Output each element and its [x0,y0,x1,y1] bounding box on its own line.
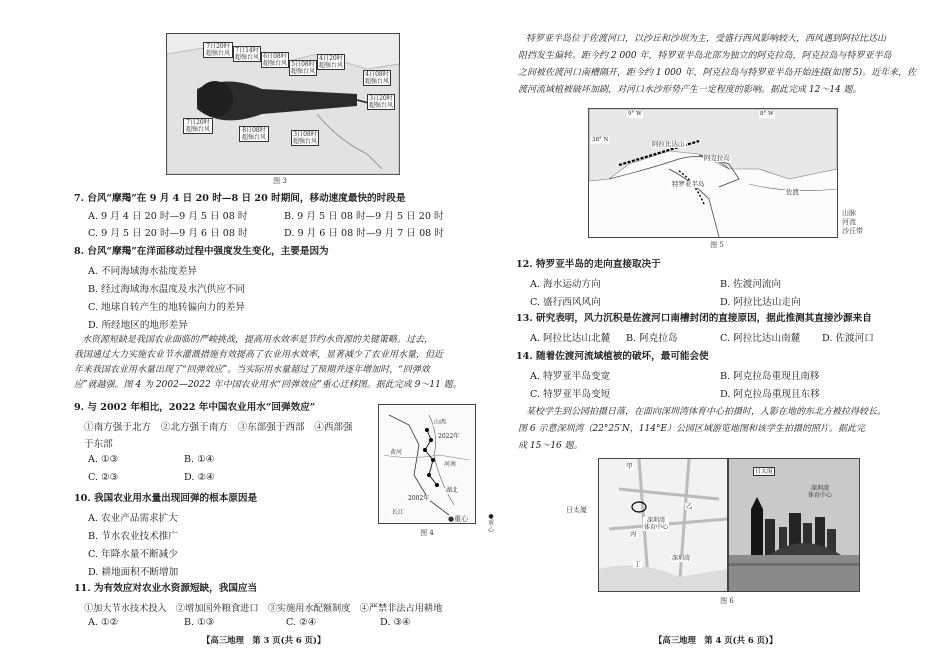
fig6-map-label: 丁 [634,560,641,568]
q11-option-c[interactable]: C. ②④ [286,617,317,628]
fig5-label: 特罗亚半岛 [672,180,705,188]
fig4-label: 河南 [444,461,457,468]
q14-option-a[interactable]: A. 特罗亚半岛变宽 [530,371,611,382]
right-passage-line-4: 渡河流域植被破坏加剧，对河口水沙形势产生一定程度的影响。据此完成 12～14 题。 [518,85,862,95]
fig6-left-label: 日太厦 [566,506,587,514]
fig4-label: 黄河 [390,449,403,456]
figure-5-legend-1: 山脉 [842,209,856,217]
q8-option-b[interactable]: B. 经过海域海水温度及水汽供应不同 [88,284,246,295]
troia-map [589,109,837,237]
typhoon-label: 7日20时 超强台风 [203,42,233,58]
q7-option-d[interactable]: D. 9 月 6 日 08 时—9 月 7 日 08 时 [284,228,444,239]
figure-6-photo [728,458,860,592]
footer-right: 【高三地理 第 4 页(共 6 页)】 [654,635,778,645]
typhoon-label: 4日08时 超强台风 [365,71,390,85]
passage-line-1: 水资源短缺是我国农业面临的严峻挑战，提高用水效率是节约水资源的关键策略。过去， [82,335,434,345]
question-7-stem: 7. 台风“摩羯”在 9 月 4 日 20 时—8 日 20 时期间，移动速度最快的时段是 [74,193,406,204]
right-passage-line-1: 特罗亚半岛位于佐渡河口，以沙丘和沙坝为主，受盛行西风影响较大，西风遇到阿拉比达山 [526,34,887,44]
question-14-stem: 14. 随着佐渡河流域植被的破坏，最可能会使 [516,351,709,362]
q10-option-c[interactable]: C. 年降水量不断减少 [88,549,178,560]
typhoon-label: 7日14时 超强台风 [235,47,260,61]
q9-option-b[interactable]: B. ①④ [184,454,215,465]
right-passage2-line-2: 图 6 示意深圳湾（22°25′N，114°E）公园区域游览地图和该学生拍摄的照片。据此完 [518,424,866,434]
q14-option-b[interactable]: B. 阿克拉岛重现且南移 [720,371,820,382]
fig6-photo-label: 深圳湾 体育中心 [808,485,833,499]
fig6-photo-label: 日太厦 [755,468,774,475]
figure-3-caption: 图 3 [273,177,287,185]
q10-option-b[interactable]: B. 节水农业技术推广 [88,531,178,542]
q9-option-c[interactable]: C. ②③ [88,472,119,483]
china-map [379,405,475,523]
right-passage2-line-3: 成 15～16 题。 [518,441,583,451]
q11-statements: ①加大节水技术投入 ②增加国外粮食进口 ③实施用水配额制度 ④严禁非法占用耕地 [84,603,443,614]
typhoon-label: 7日20时 超强台风 [183,118,213,134]
fig5-label: 9° W [628,111,642,117]
q12-option-c[interactable]: C. 盛行西风风向 [530,297,601,308]
q11-option-b[interactable]: B. ①③ [184,617,215,628]
q7-option-a[interactable]: A. 9 月 4 日 20 时—9 月 5 日 08 时 [88,211,248,222]
question-8-stem: 8. 台风“摩羯”在洋面移动过程中强度发生变化，主要是因为 [74,246,329,257]
fig4-label: 2022年 [438,433,460,440]
q7-option-b[interactable]: B. 9 月 5 日 08 时—9 月 5 日 20 时 [284,211,444,222]
typhoon-label: 5日08时 超强台风 [291,61,316,75]
fig5-label: 阿克拉岛 [704,154,730,162]
fig6-map-label: 甲 [626,462,633,470]
q14-option-d[interactable]: D. 阿克拉岛重现且东移 [720,389,820,400]
passage-line-3: 年来我国农业用水量出现了“回弹效应”。当实际用水量超过了预期并逐年增加时，“回弹效 [74,365,430,375]
footer-left: 【高三地理 第 3 页(共 6 页)】 [202,635,326,645]
fig5-label: 38° N [592,137,609,143]
typhoon-label: 3日08时 超强台风 [293,131,318,145]
figure-6-caption: 图 6 [720,597,734,605]
q9-statements: ①南方强于北方 ②北方强于南方 ③东部强于西部 ④西部强 [84,422,353,433]
fig4-label: 山西 [434,419,447,426]
skyline-photo [729,459,859,591]
figure-6-map [598,458,728,592]
q11-option-a[interactable]: A. ①② [88,617,119,628]
q12-option-b[interactable]: B. 佐渡河流向 [720,279,782,290]
figure-5-troia-peninsula [588,108,838,238]
right-passage-line-2: 阻挡发生偏转。距今约 2 000 年，特罗亚半岛北部为独立的阿克拉岛，阿克拉岛与特罗亚半岛 [518,51,892,61]
q12-option-d[interactable]: D. 阿拉比达山走向 [720,297,801,308]
page-right [512,0,917,672]
q13-option-c[interactable]: C. 阿拉比达山南麓 [720,333,801,344]
question-9-stem: 9. 与 2002 年相比，2022 年中国农业用水“回弹效应” [74,402,316,413]
q8-option-c[interactable]: C. 地球自转产生的地转偏向力的差异 [88,302,246,313]
fig6-map-label: 乙 [686,502,693,510]
figure-4-legend: ●重心 [448,515,469,523]
fig6-map-label: 深圳湾 体育中心 [644,517,669,531]
q7-option-c[interactable]: C. 9 月 5 日 20 时—9 月 6 日 08 时 [88,228,248,239]
fig4-label: 长江 [392,509,405,516]
passage-line-2: 我国通过大力实施农业节水灌溉措施有效提高了农业用水效率，显著减少了农业用水量，但近 [74,350,444,360]
q8-option-d[interactable]: D. 所经地区的地形差异 [88,320,188,331]
q9-option-d[interactable]: D. ②④ [184,472,215,483]
q11-option-d[interactable]: D. ③④ [380,617,411,628]
right-passage-line-3: 之间被佐渡河口南槽隔开，距今约 1 000 年，阿克拉岛与特罗亚半岛开始连接(如图 5)。近年来，佐 [518,68,917,78]
fig4-label: 湖北 [446,487,459,494]
fig4-legend: ●重心 [488,513,495,534]
fig5-label: 8° W [760,111,774,117]
q13-option-a[interactable]: A. 阿拉比达山北麓 [530,333,611,344]
right-passage2-line-1: 某校学生到公园拍摄日落，在面向深圳湾体育中心拍摄时，人影在地的东北方被拉得较长。 [526,407,887,417]
question-10-stem: 10. 我国农业用水量出现回弹的根本原因是 [74,493,258,504]
q10-option-d[interactable]: D. 耕地面积不断增加 [88,567,179,578]
figure-5-caption: 图 5 [710,241,724,249]
q9-statements-cont: 于东部 [84,439,113,450]
q14-option-c[interactable]: C. 特罗亚半岛变短 [530,389,611,400]
page-left [60,0,495,672]
fig4-label: 2002年 [408,495,430,502]
figure-4-caption: 图 4 [420,529,434,537]
q8-option-a[interactable]: A. 不同海域海水盐度差异 [88,266,197,277]
fig5-label: 阿拉比达山 [652,140,685,148]
typhoon-label: 4日20时 超强台风 [319,55,344,69]
question-11-stem: 11. 为有效应对农业水资源短缺，我国应当 [74,583,258,594]
q10-option-a[interactable]: A. 农业产品需求扩大 [88,513,178,524]
q13-option-b[interactable]: B. 阿克拉岛 [626,333,678,344]
passage-line-4: 应”就越强。图 4 为 2002—2022 年中国农业用水“回弹效应”重心迁移图。据此完成 9～11 题。 [74,380,462,390]
typhoon-label: 3日20时 超强台风 [369,95,394,109]
question-13-stem: 13. 研究表明，风力沉积是佐渡河口南槽封闭的直接原因，据此推测其直接沙源来自 [516,313,872,324]
figure-3-typhoon-track [166,33,400,175]
typhoon-label: 6日08时 超强台风 [263,53,288,67]
q13-option-d[interactable]: D. 佐渡河口 [822,333,874,344]
fig5-label: 佐渡 [786,188,799,196]
q12-option-a[interactable]: A. 海水运动方向 [530,279,601,290]
figure-5-legend-3: 沙丘带 [842,227,863,235]
fig6-map-label: 丙 [630,530,637,538]
typhoon-label: 8日08时 超强台风 [239,126,269,142]
question-12-stem: 12. 特罗亚半岛的走向直接取决于 [516,259,661,270]
q9-option-a[interactable]: A. ①③ [88,454,119,465]
figure-5-legend-2: 河流 [842,218,856,226]
fig6-map-label: 深圳湾 [672,555,691,562]
